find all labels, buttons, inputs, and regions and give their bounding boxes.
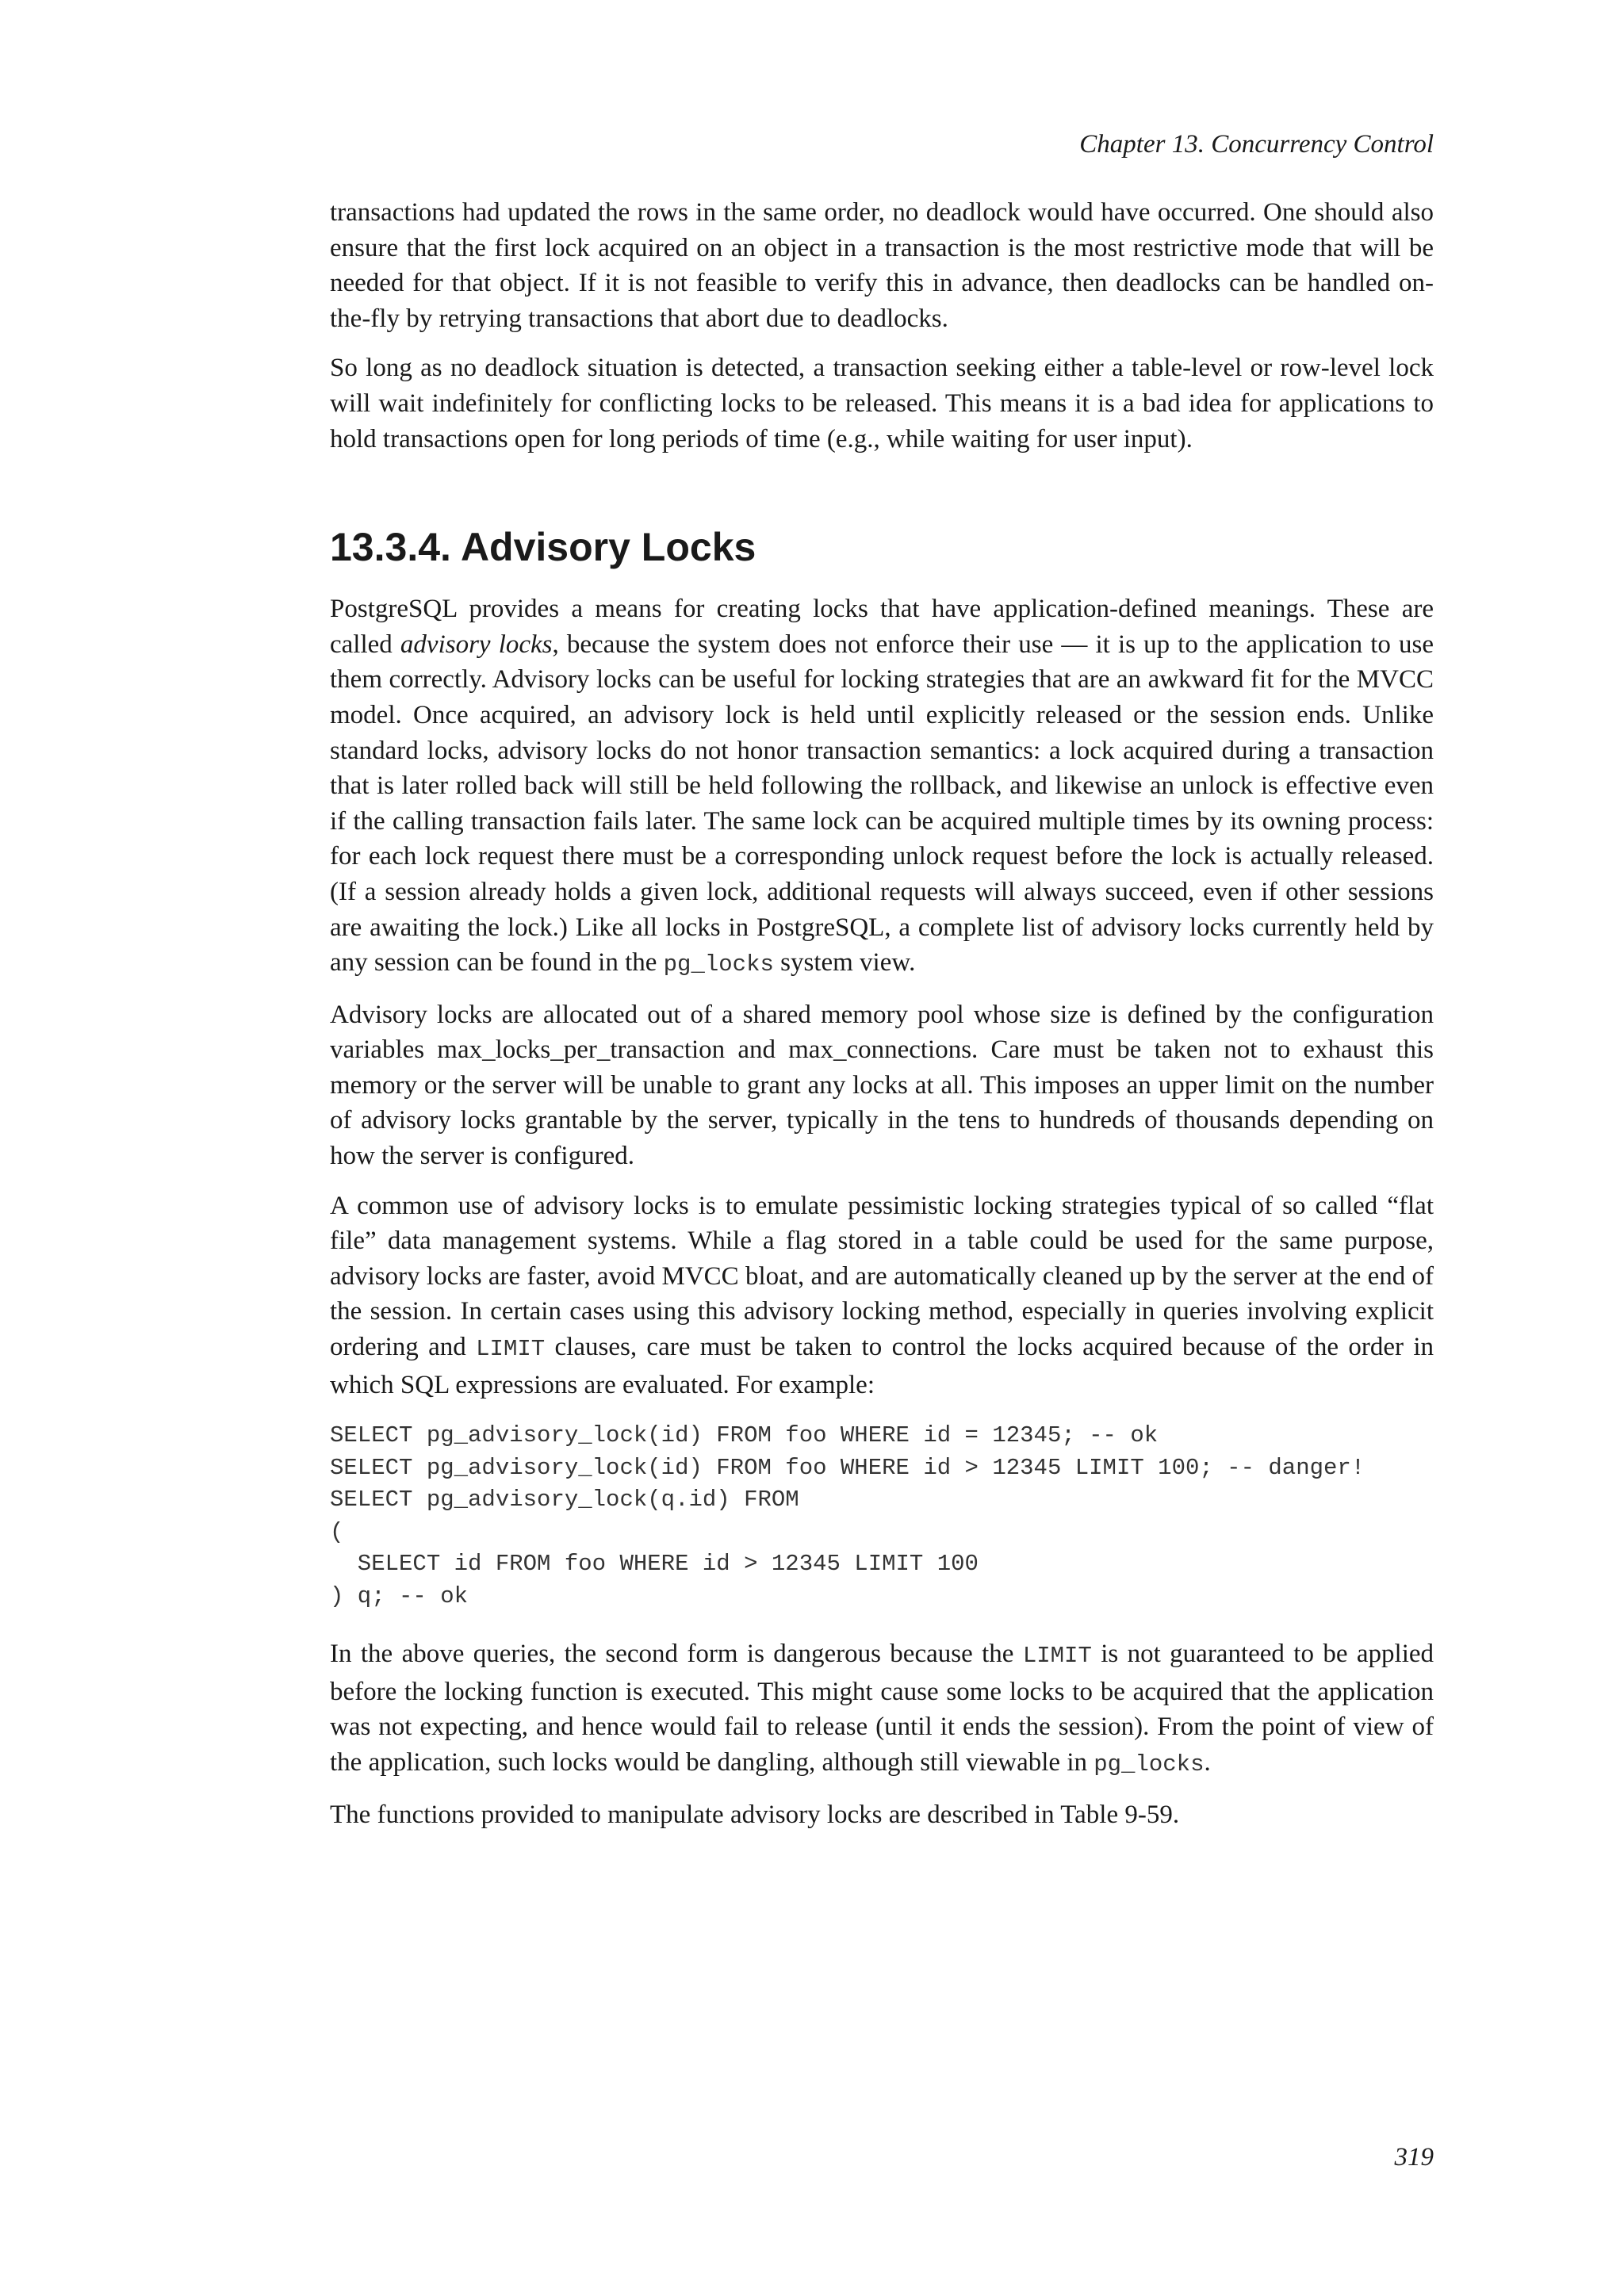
code-line: SELECT pg_advisory_lock(q.id) FROM	[330, 1487, 799, 1513]
paragraph-query-danger	[330, 1636, 1434, 1782]
paragraph-functions-reference: The functions provided to manipulate advisory locks are described in Table 9-59.	[330, 1800, 1180, 1829]
text-run: .	[1204, 1748, 1211, 1777]
text-run: A common use of advisory locks is to emulate pessimistic locking strategies typical of so called “flat file” data management systems. While a flag stored in a table could be used for the same purpose, advisory locks are faster, avoid MVCC bloat, and are automatically cleaned up by the server at the end of the session. In certain cases using this advisory locking method, especially in queries involving explicit ordering and	[330, 1191, 1434, 1362]
text-run: , because the system does not enforce their use — it is up to the application to use them correctly. Advisory locks can be useful for locking strategies that are an awkward fit for the MVCC model. Once acquired, an advisory lock is held until explicitly released or the session ends. Unlike standard locks, advisory locks do not honor transaction semantics: a lock acquired during a transaction that is later rolled back will still be held following the rollback, and likewise an unlock is effective even if the calling transaction fails later. The same lock can be acquired multiple times by its owning process: for each lock request there must be a corresponding unlock request before the lock is actually released. (If a session already holds a given lock, additional requests will always succeed, even if other sessions are awaiting the lock.) Like all locks in PostgreSQL, a complete list of advisory locks currently held by any session can be found in the	[330, 629, 1434, 978]
text-run: is not guaranteed to be applied before the locking function is executed. This might cause some locks to be acquired that the application was not expecting, and hence would fail to release (until it ends the session). From the point of view of the application, such locks would be dangling, although still viewable in	[330, 1640, 1434, 1777]
paragraph-deadlock-ordering: transactions had updated the rows in the same order, no deadlock would have occurred. One should also ensure that the first lock acquired on an object in a transaction is the most restrictive mode that will be needed for that object. If it is not feasible to verify this in advance, then deadlocks can be handled on-the-fly by retrying transactions that abort due to deadlocks.	[330, 198, 1434, 333]
code-line: ) q; -- ok	[330, 1582, 469, 1609]
paragraph-advisory-intro	[330, 591, 1434, 983]
inline-code-limit: LIMIT	[1022, 1643, 1092, 1670]
code-line: (	[330, 1518, 344, 1545]
inline-code-pg-locks: pg_locks	[1094, 1751, 1205, 1777]
paragraph-shared-memory: Advisory locks are allocated out of a shared memory pool whose size is defined by the configuration variables max_locks_per_transaction and max_connections. Care must be taken not to exhaust this memory or the server will be unable to grant any locks at all. This imposes an upper limit on the number of advisory locks grantable by the server, typically in the tens to hundreds of thousands depending on how the server is configured.	[330, 1000, 1434, 1171]
inline-code-pg-locks: pg_locks	[663, 951, 774, 978]
code-line: SELECT pg_advisory_lock(id) FROM foo WHERE id > 12345 LIMIT 100; -- danger!	[330, 1454, 1365, 1481]
body-text	[330, 195, 1434, 1846]
section-heading-advisory-locks: 13.3.4. Advisory Locks	[330, 525, 756, 570]
emphasis-advisory-locks: advisory locks	[400, 629, 553, 659]
paragraph-pessimistic-locking	[330, 1188, 1434, 1403]
text-run: system view.	[773, 948, 916, 978]
text-run: clauses, care must be taken to control the locks acquired because of the order in which SQL expressions are evaluated. For example:	[330, 1333, 1434, 1399]
text-run: PostgreSQL provides a means for creating locks that have application-defined meanings. These are called	[330, 595, 1434, 659]
code-line: SELECT pg_advisory_lock(id) FROM foo WHERE id = 12345; -- ok	[330, 1422, 1159, 1449]
text-run: In the above queries, the second form is dangerous because the	[330, 1640, 1023, 1669]
code-line: SELECT id FROM foo WHERE id > 12345 LIMIT 100	[330, 1551, 979, 1578]
sql-code-example	[330, 1420, 1434, 1613]
page-number: 319	[1394, 2143, 1434, 2172]
document-page	[330, 0, 1434, 2296]
paragraph-lock-wait: So long as no deadlock situation is detected, a transaction seeking either a table-level or row-level lock will wait indefinitely for conflicting locks to be released. This means it is a bad idea for applications to hold transactions open for long periods of time (e.g., while waiting for user input).	[330, 354, 1434, 453]
running-header-chapter-title: Chapter 13. Concurrency Control	[1079, 130, 1434, 159]
inline-code-limit: LIMIT	[476, 1336, 546, 1363]
